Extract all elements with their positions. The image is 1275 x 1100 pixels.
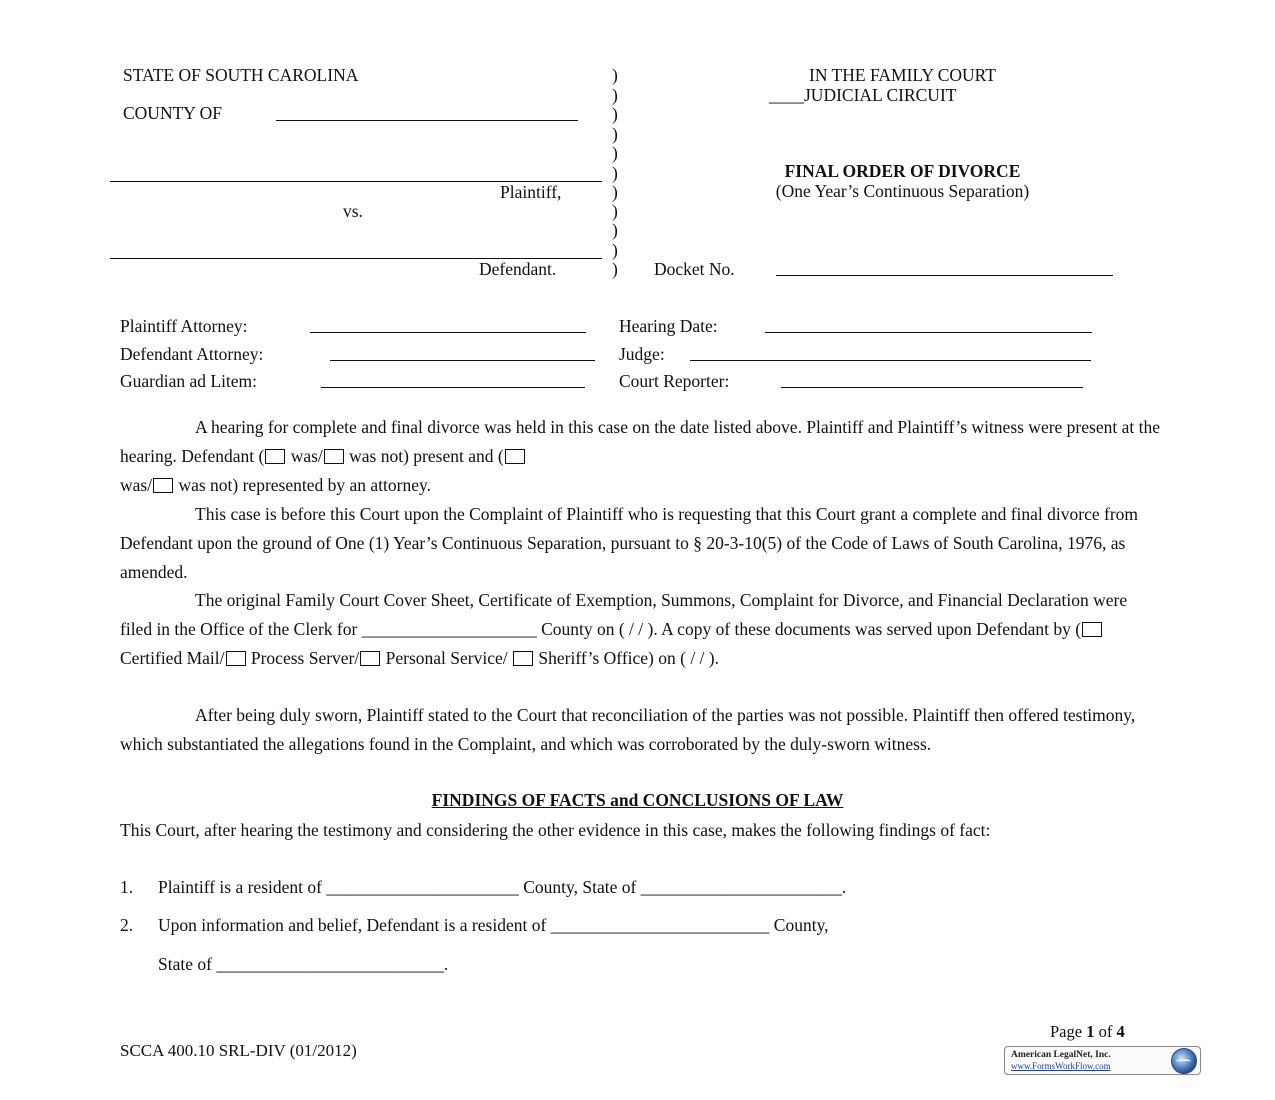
process-server-label: Process Server/ [250, 647, 360, 668]
was-not-present-label: was not) present and ( [349, 445, 504, 466]
caption-paren: ) [612, 259, 618, 279]
personal-service-checkbox[interactable] [360, 651, 380, 666]
represented-label: was not) represented by an attorney. [178, 474, 431, 495]
caption-paren: ) [612, 163, 618, 183]
finding-1-state-text: County, State of [523, 877, 637, 897]
hearing-date-line[interactable] [765, 332, 1092, 333]
finding-1-text: Plaintiff is a resident of [158, 877, 322, 897]
caption-paren: ) [612, 240, 618, 260]
finding-2 [158, 915, 829, 936]
defendant-was-not-present-checkbox[interactable] [324, 449, 344, 464]
sheriffs-office-checkbox[interactable] [513, 651, 533, 666]
caption-paren: ) [612, 65, 618, 85]
state-caption: STATE OF SOUTH CAROLINA [123, 65, 359, 85]
of-word: of [1098, 1022, 1113, 1041]
finding-2-county-text: County, [773, 915, 829, 935]
defendant-attorney-line[interactable] [330, 360, 595, 361]
page-number: 1 [1086, 1022, 1095, 1041]
plaintiff-attorney-label: Plaintiff Attorney: [120, 316, 248, 336]
court-name: IN THE FAMILY COURT [809, 65, 996, 85]
was-label: was/ [120, 474, 153, 495]
court-reporter-label: Court Reporter: [619, 371, 730, 391]
was-label: was/ [290, 445, 323, 466]
finding-2-state-text: State of [158, 954, 212, 974]
defendant-label: Defendant. [479, 259, 557, 279]
findings-heading: FINDINGS OF FACTS and CONCLUSIONS OF LAW [431, 790, 844, 810]
defendant-was-represented-checkbox[interactable] [505, 449, 525, 464]
caption-paren: ) [612, 85, 618, 105]
caption-paren: ) [612, 143, 618, 163]
court-reporter-line[interactable] [781, 387, 1083, 388]
defendant-state-blank[interactable]: __________________________. [216, 954, 449, 974]
caption-paren: ) [612, 182, 618, 202]
county-label: COUNTY OF [123, 103, 223, 123]
filing-paragraph-text: The original Family Court Cover Sheet, Certificate of Exemption, Summons, Complaint for Divorce, and Financial Declaration were filed in the Office of the Clerk for [120, 590, 1128, 639]
circuit-label: JUDICIAL CIRCUIT [804, 85, 957, 105]
versus-label: vs. [343, 201, 363, 221]
testimony-paragraph-text: After being duly sworn, Plaintiff stated to the Court that reconciliation of the parties was not possible. Plaintiff then offered testimony, which substantiated the allegations found in the Complaint, and which was corroborated by the duly-sworn witness. [120, 705, 1136, 754]
defendant-was-not-represented-checkbox[interactable] [153, 478, 173, 493]
publisher-name: American LegalNet, Inc. [1011, 1050, 1111, 1060]
certified-mail-checkbox[interactable] [1082, 622, 1102, 637]
hearing-date-label: Hearing Date: [619, 316, 718, 336]
plaintiff-attorney-line[interactable] [310, 332, 586, 333]
plaintiff-state-blank[interactable]: _______________________. [640, 877, 847, 897]
filing-paragraph [120, 586, 1160, 672]
judicial-circuit [769, 85, 956, 106]
judge-line[interactable] [690, 360, 1091, 361]
filing-date-text: County on ( / / ). A copy of these documents was served upon Defendant by ( [541, 618, 1082, 639]
findings-intro: This Court, after hearing the testimony and considering the other evidence in this case, makes the following findings of fact: [120, 820, 991, 840]
caption-paren: ) [612, 124, 618, 144]
defendant-county-blank[interactable]: _________________________ [550, 915, 770, 935]
caption-paren: ) [612, 220, 618, 240]
defendant-attorney-label: Defendant Attorney: [120, 344, 264, 364]
finding-2-text: Upon information and belief, Defendant is a resident of [158, 915, 547, 935]
form-code: SCCA 400.10 SRL-DIV (01/2012) [120, 1041, 357, 1060]
testimony-paragraph [120, 701, 1160, 759]
defendant-was-present-checkbox[interactable] [265, 449, 285, 464]
publisher-logo[interactable] [1004, 1046, 1201, 1075]
docket-label: Docket No. [654, 259, 735, 279]
order-body [120, 413, 1160, 499]
guardian-label: Guardian ad Litem: [120, 371, 258, 391]
guardian-line[interactable] [321, 387, 585, 388]
finding-2-state [158, 954, 448, 975]
page-total: 4 [1116, 1022, 1125, 1041]
certified-mail-label: Certified Mail/ [120, 647, 225, 668]
complaint-paragraph-text: This case is before this Court upon the Complaint of Plaintiff who is requesting that this Court grant a complete and final divorce from Defendant upon the ground of One (1) Year’s Continuous Separation, pursuant to § 20-3-10(5) of the Code of Laws of South Carolina, 1976, as amended. [120, 504, 1139, 582]
finding-1-number: 1. [120, 877, 134, 897]
caption-paren: ) [612, 201, 618, 221]
caption-paren: ) [612, 104, 618, 124]
finding-2-number: 2. [120, 915, 134, 935]
judge-label: Judge: [619, 344, 665, 364]
finding-1 [158, 877, 846, 898]
personal-service-label: Personal Service/ [385, 647, 508, 668]
circuit-blank[interactable]: ____ [769, 85, 804, 105]
complaint-paragraph [120, 500, 1160, 586]
clerk-county-blank[interactable]: ____________________ [361, 618, 537, 639]
document-subtitle: (One Year’s Continuous Separation) [775, 181, 1030, 201]
sheriffs-office-label: Sheriff’s Office) on ( / / ). [538, 647, 719, 668]
county-blank-line[interactable] [276, 120, 578, 121]
docket-number-line[interactable] [776, 275, 1113, 276]
globe-icon [1171, 1048, 1197, 1074]
page-indicator [1050, 1022, 1125, 1042]
process-server-checkbox[interactable] [226, 651, 246, 666]
plaintiff-label: Plaintiff, [500, 182, 562, 202]
publisher-url-link[interactable]: www.FormsWorkFlow.com [1011, 1061, 1111, 1071]
hearing-paragraph-text: A hearing for complete and final divorce was held in this case on the date listed above. Plaintiff and Plaintiff’s witness were present at the hearing. Defendant ( [120, 417, 1160, 466]
document-title: FINAL ORDER OF DIVORCE [784, 161, 1021, 181]
plaintiff-county-blank[interactable]: ______________________ [326, 877, 519, 897]
page-word: Page [1050, 1022, 1083, 1041]
